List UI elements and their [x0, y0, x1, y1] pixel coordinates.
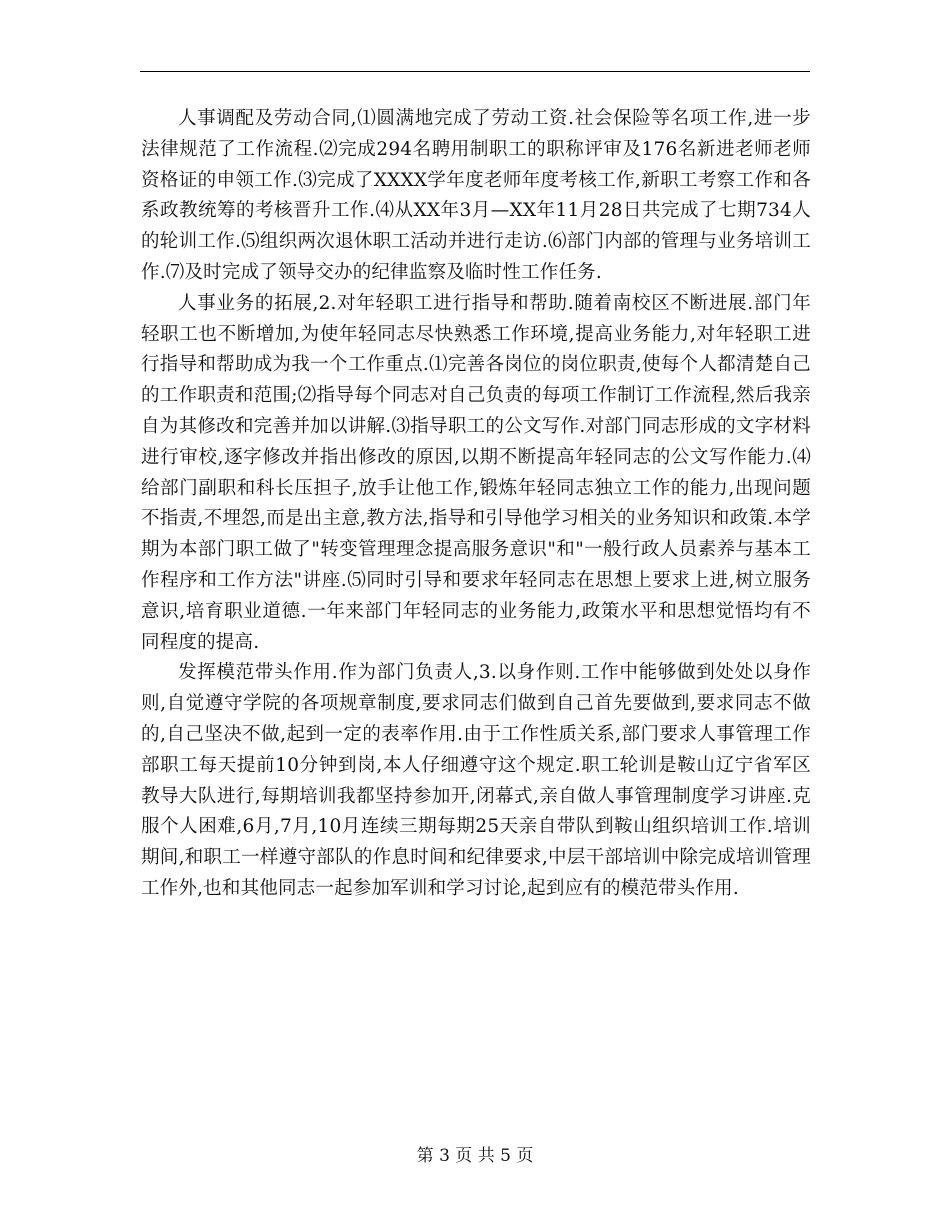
paragraph-lead-by-example: 发挥模范带头作用.作为部门负责人,3.以身作则.工作中能够做到处处以身作则,自觉遵守学院的各项规章制度,要求同志们做到自己首先要做到,要求同志不做的,自己坚决不做,起到一定的表率作用.由于工作性质关系,部门要求人事管理工作部职工每天提前10分钟到岗,本人仔细遵守这个规定.职工轮训是鞍山辽宁省军区教导大队进行,每期培训我都坚持参加开,闭幕式,亲自做人事管理制度学习讲座.克服个人困难,6月,7月,10月连续三期每期25天亲自带队到鞍山组织培训工作.培训期间,和职工一样遵守部队的作息时间和纪律要求,中层干部培训中除完成培训管理工作外,也和其他同志一起参加军训和学习讨论,起到应有的模范带头作用.: [141, 662, 811, 899]
page-number-footer: 第 3 页 共 5 页: [416, 1146, 534, 1166]
header-rule: [140, 71, 810, 72]
paragraph-personnel-contracts: 人事调配及劳动合同,⑴圆满地完成了劳动工资.社会保险等名项工作,进一步法律规范了工作流程.⑵完成294名聘用制职工的职称评审及176名新进老师老师资格证的申领工作.⑶完成了XXXX学年度老师年度考核工作,新职工考察工作和各系政教统筹的考核晋升工作.⑷从XX年3月—XX年11月28日共完成了七期734人的轮训工作.⑸组织两次退休职工活动并进行走访.⑹部门内部的管理与业务培训工作.⑺及时完成了领导交办的纪律监察及临时性工作任务.: [141, 108, 811, 283]
body-text: [141, 104, 811, 905]
paragraph-young-staff-guidance: 人事业务的拓展,2.对年轻职工进行指导和帮助.随着南校区不断进展.部门年轻职工也不断增加,为使年轻同志尽快熟悉工作环境,提高业务能力,对年轻职工进行指导和帮助成为我一个工作重点.⑴完善各岗位的岗位职责,使每个人都清楚自己的工作职责和范围;⑵指导每个同志对自己负责的每项工作制订工作流程,然后我亲自为其修改和完善并加以讲解.⑶指导职工的公文写作.对部门同志形成的文字材料进行审校,逐字修改并指出修改的原因,以期不断提高年轻同志的公文写作能力.⑷给部门副职和科长压担子,放手让他工作,锻炼年轻同志独立工作的能力,出现问题不指责,不埋怨,而是出主意,教方法,指导和引导他学习相关的业务知识和政策.本学期为本部门职工做了"转变管理理念提高服务意识"和"一般行政人员素养与基本工作程序和工作方法"讲座.⑸同时引导和要求年轻同志在思想上要求上进,树立服务意识,培育职业道德.一年来部门年轻同志的业务能力,政策水平和思想觉悟均有不同程度的提高.: [141, 292, 811, 653]
